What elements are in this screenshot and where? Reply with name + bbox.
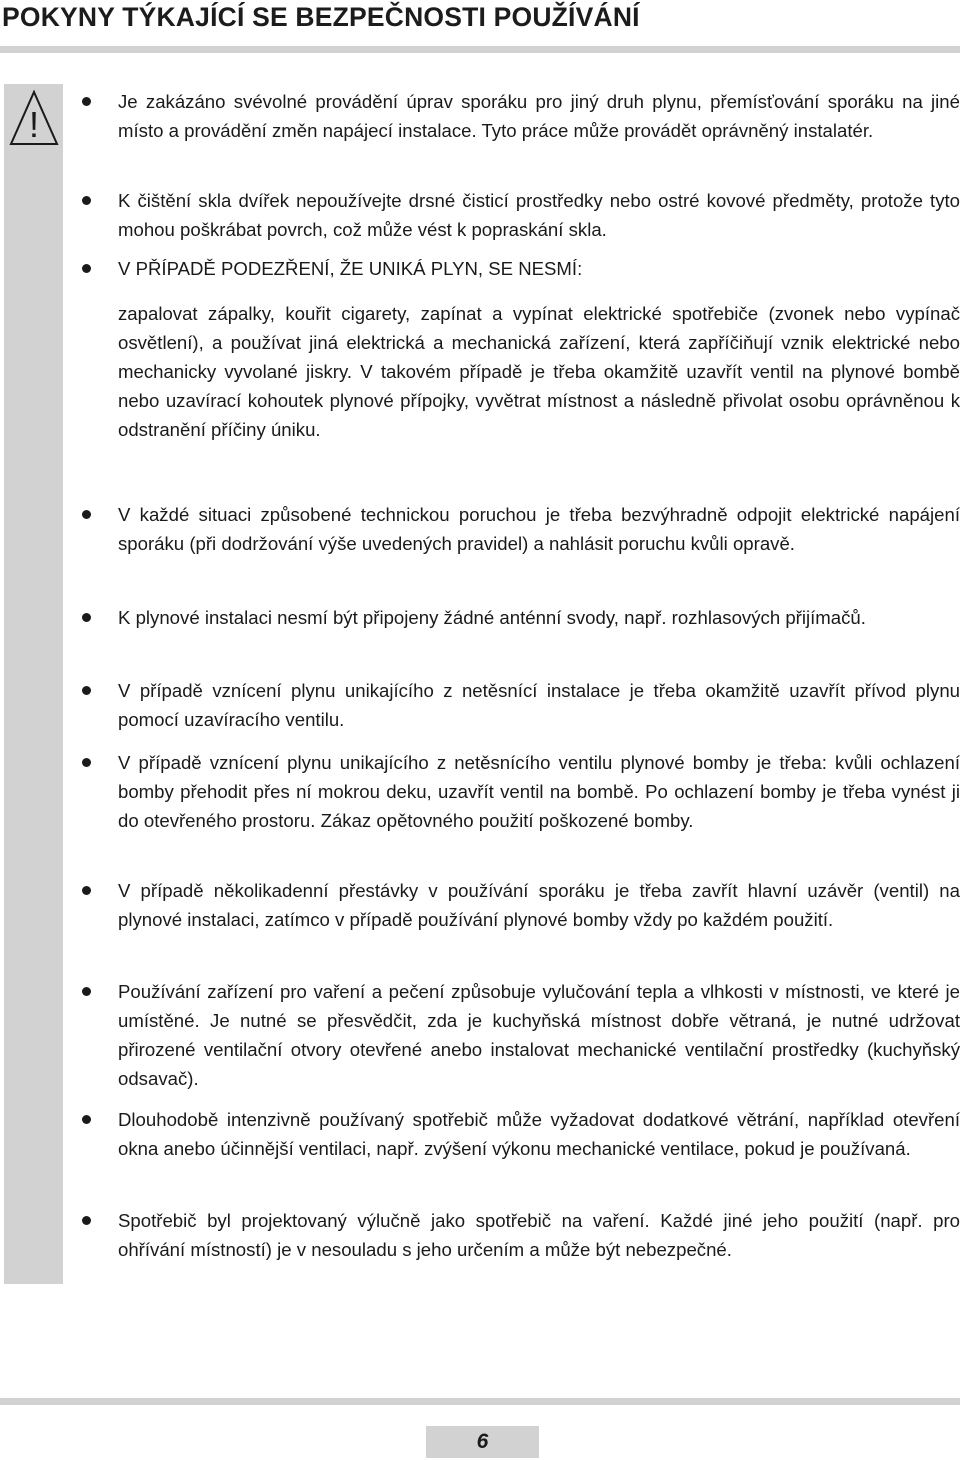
list-item xyxy=(82,603,960,676)
list-item xyxy=(82,676,960,748)
list-item-text: V případě vznícení plynu unikajícího z netěsnícího ventilu plynové bomby je třeba: kvůli ochlazení bomby přehodit přes ní mokrou deku, uzavřít ventil na bombě. Po ochlazení bomby je třeba vynést ji do otevřeného prostoru. Zákaz opětovného použití poškozené bomby. xyxy=(118,752,960,831)
bullet xyxy=(82,686,91,695)
list-item xyxy=(82,500,960,603)
title-divider xyxy=(0,46,960,53)
list-item-text: V případě vznícení plynu unikajícího z netěsnící instalace je třeba okamžitě uzavřít přívod plynu pomocí uzavíracího ventilu. xyxy=(118,680,960,730)
bullet xyxy=(82,264,91,273)
list-item-text: Je zakázáno svévolné provádění úprav sporáku pro jiný druh plynu, přemísťování sporáku na jiné místo a provádění změn napájecí instalace. Tyto práce může provádět oprávněný instalatér. xyxy=(118,91,960,141)
list-item xyxy=(82,1206,960,1296)
list-item-text: Používání zařízení pro vaření a pečení způsobuje vylučování tepla a vlhkosti v místnosti, ve které je umístěné. Je nutné se přesvědčit, zda je kuchyňská místnost dobře větraná, je nutné udržovat přirozené ventilační otvory otevřené anebo instalovat mechanické ventilační prostředky (kuchyňský odsavač). xyxy=(118,981,960,1089)
list-item xyxy=(82,186,960,254)
page-title: POKYNY TÝKAJÍCÍ SE BEZPEČNOSTI POUŽÍVÁNÍ xyxy=(2,2,640,32)
bullet xyxy=(82,97,91,106)
bullet xyxy=(82,1115,91,1124)
list-item xyxy=(82,254,960,500)
list-item xyxy=(82,87,960,186)
list-item xyxy=(82,977,960,1105)
bullet xyxy=(82,510,91,519)
list-item-text: K plynové instalaci nesmí být připojeny žádné anténní svody, např. rozhlasových přijímačů. xyxy=(118,607,866,628)
list-item-text: V případě několikadenní přestávky v používání sporáku je třeba zavřít hlavní uzávěr (ventil) na plynové instalaci, zatímco v případě používání plynové bomby vždy po každém použití. xyxy=(118,880,960,930)
warning-sidebar xyxy=(4,84,63,1284)
warning-symbol: ! xyxy=(28,104,40,145)
list-item-text: Spotřebič byl projektovaný výlučně jako spotřebič na vaření. Každé jiné jeho použití (např. pro ohřívání místností) je v nesouladu s jeho určením a může být nebezpečné. xyxy=(118,1210,960,1260)
safety-instructions-list xyxy=(82,87,960,1296)
bullet xyxy=(82,196,91,205)
bullet xyxy=(82,758,91,767)
bullet xyxy=(82,987,91,996)
page-number-box xyxy=(426,1426,539,1458)
bullet xyxy=(82,1216,91,1225)
list-item-text: Dlouhodobě intenzivně používaný spotřebič může vyžadovat dodatkové větrání, například otevření okna anebo účinnější ventilaci, např. zvýšení výkonu mechanické ventilace, pokud je používaná. xyxy=(118,1109,960,1159)
warning-triangle-icon xyxy=(9,89,59,147)
list-item xyxy=(82,1105,960,1206)
bullet xyxy=(82,886,91,895)
page-number: 6 xyxy=(476,1430,489,1453)
list-item-text: V každé situaci způsobené technickou poruchou je třeba bezvýhradně odpojit elektrické napájení sporáku (při dodržování výše uvedených pravidel) a nahlásit poruchu kvůli opravě. xyxy=(118,504,960,554)
list-item-text: K čištění skla dvířek nepoužívejte drsné čisticí prostředky nebo ostré kovové předměty, protože tyto mohou poškrábat povrch, což může vést k popraskání skla. xyxy=(118,190,960,240)
list-item xyxy=(82,876,960,977)
footer-divider xyxy=(0,1398,960,1405)
list-item-detail: zapalovat zápalky, kouřit cigarety, zapínat a vypínat elektrické spotřebiče (zvonek nebo vypínač osvětlení), a používat jiná elektrická a mechanická zařízení, která zapříčiňují vznik elektrické nebo mechanicky vyvolané jiskry. V takovém případě je třeba okamžitě uzavřít ventil na plynové bombě nebo uzavírací kohoutek plynové přípojky, vyvětrat místnost a následně přivolat osobu oprávněnou k odstranění příčiny úniku. xyxy=(118,303,960,440)
bullet xyxy=(82,613,91,622)
list-item xyxy=(82,748,960,876)
list-item-text: V PŘÍPADĚ PODEZŘENÍ, ŽE UNIKÁ PLYN, SE NESMÍ: xyxy=(118,258,583,279)
